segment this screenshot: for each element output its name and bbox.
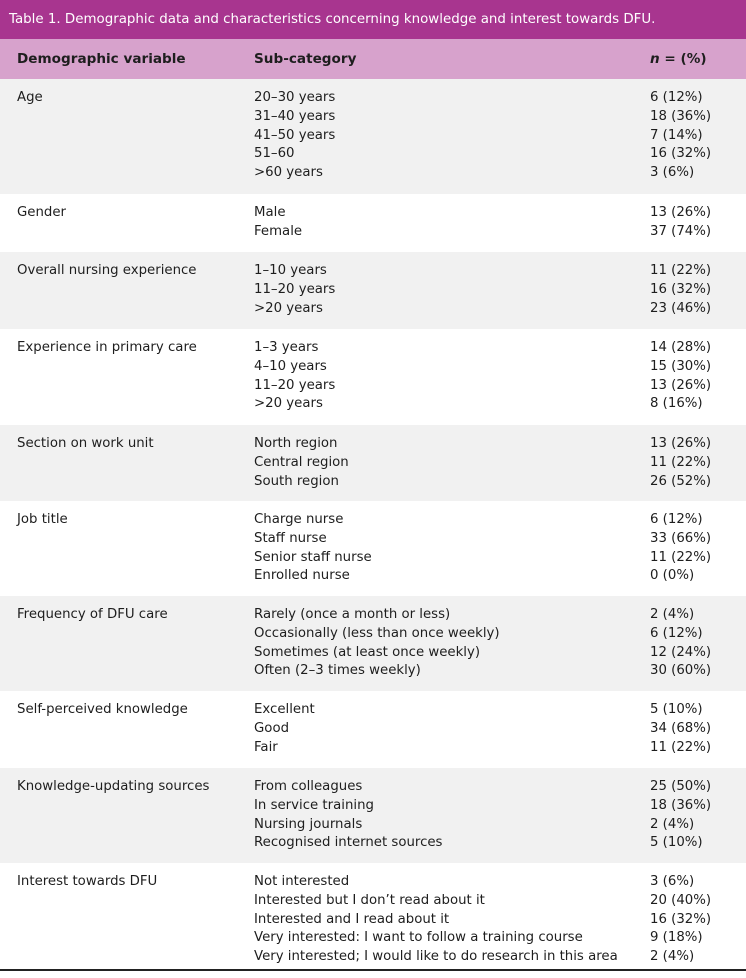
value-cell: 16 (32%): [650, 911, 712, 927]
sub-category-cell: Female: [254, 223, 303, 239]
table-row: [0, 194, 746, 252]
row-variable-label: Knowledge-updating sources: [17, 779, 210, 794]
value-cell: 5 (10%): [650, 835, 703, 851]
value-cell: 2 (4%): [650, 607, 695, 622]
table-row: [0, 79, 746, 194]
value-cell: 26 (52%): [650, 473, 712, 489]
sub-category-cell: Good: [254, 720, 290, 736]
row-sub-categories: [254, 701, 644, 757]
header-sub-category: Sub-category: [254, 51, 357, 67]
row-variable-label: Self-perceived knowledge: [17, 702, 188, 717]
row-values: [650, 339, 711, 414]
table-row: [0, 425, 746, 501]
header-n-suffix: = (%): [659, 51, 707, 67]
sub-category-cell: Sometimes (at least once weekly): [254, 644, 481, 660]
row-values: [650, 89, 711, 183]
row-values: [650, 435, 711, 491]
row-sub-categories: [254, 511, 644, 586]
value-cell: 2 (4%): [650, 949, 695, 965]
row-values: [650, 204, 711, 242]
sub-category-cell: >20 years: [254, 396, 323, 412]
value-cell: 0 (0%): [650, 568, 695, 584]
row-values: [650, 701, 711, 757]
table-body: [0, 79, 746, 977]
sub-category-cell: 31–40 years: [254, 108, 336, 124]
sub-category-cell: 1–10 years: [254, 263, 327, 278]
value-cell: 16 (32%): [650, 281, 712, 297]
sub-category-cell: Charge nurse: [254, 512, 344, 527]
value-cell: 11 (22%): [650, 454, 712, 470]
row-sub-categories: [254, 873, 644, 967]
header-demographic-variable: Demographic variable: [17, 51, 186, 67]
row-values: [650, 262, 711, 318]
value-cell: 8 (16%): [650, 396, 703, 412]
sub-category-cell: 1–3 years: [254, 340, 319, 355]
sub-category-cell: Rarely (once a month or less): [254, 607, 451, 622]
row-sub-categories: [254, 339, 644, 414]
sub-category-cell: >60 years: [254, 165, 323, 181]
value-cell: 11 (22%): [650, 263, 712, 278]
table-row: [0, 863, 746, 977]
value-cell: 33 (66%): [650, 530, 712, 546]
table-row: [0, 329, 746, 425]
table-caption: Table 1. Demographic data and characteristics concerning knowledge and interest towards DFU.: [0, 0, 746, 39]
sub-category-cell: Interested but I don’t read about it: [254, 892, 485, 908]
row-sub-categories: [254, 89, 644, 183]
value-cell: 23 (46%): [650, 300, 712, 316]
value-cell: 3 (6%): [650, 165, 695, 181]
row-variable-label: Job title: [17, 512, 68, 527]
sub-category-cell: Nursing journals: [254, 816, 363, 832]
sub-category-cell: South region: [254, 473, 339, 489]
sub-category-cell: Occasionally (less than once weekly): [254, 625, 500, 641]
value-cell: 18 (36%): [650, 108, 712, 124]
table-row: [0, 691, 746, 768]
value-cell: 6 (12%): [650, 90, 703, 105]
sub-category-cell: 11–20 years: [254, 377, 336, 393]
value-cell: 6 (12%): [650, 512, 703, 527]
value-cell: 13 (26%): [650, 205, 712, 220]
row-sub-categories: [254, 778, 644, 853]
sub-category-cell: Very interested: I want to follow a training course: [254, 930, 583, 946]
row-values: [650, 778, 711, 853]
value-cell: 5 (10%): [650, 702, 703, 717]
value-cell: 3 (6%): [650, 874, 695, 889]
sub-category-cell: Male: [254, 205, 286, 220]
row-variable-label: Gender: [17, 205, 66, 220]
value-cell: 11 (22%): [650, 739, 712, 755]
value-cell: 25 (50%): [650, 779, 712, 794]
value-cell: 13 (26%): [650, 377, 712, 393]
row-values: [650, 511, 711, 586]
sub-category-cell: 51–60: [254, 146, 295, 162]
row-variable-label: Frequency of DFU care: [17, 607, 168, 622]
sub-category-cell: 20–30 years: [254, 90, 336, 105]
row-sub-categories: [254, 435, 644, 491]
sub-category-cell: Central region: [254, 454, 349, 470]
sub-category-cell: Very interested; I would like to do research in this area: [254, 949, 618, 965]
table-row: [0, 768, 746, 863]
value-cell: 15 (30%): [650, 358, 712, 374]
sub-category-cell: Fair: [254, 739, 278, 755]
value-cell: 14 (28%): [650, 340, 712, 355]
value-cell: 11 (22%): [650, 549, 712, 565]
sub-category-cell: Staff nurse: [254, 530, 327, 546]
row-variable-label: Age: [17, 90, 43, 105]
value-cell: 12 (24%): [650, 644, 712, 660]
header-n-percent: [650, 51, 707, 67]
value-cell: 37 (74%): [650, 223, 712, 239]
row-sub-categories: [254, 606, 644, 681]
value-cell: 30 (60%): [650, 663, 712, 679]
value-cell: 34 (68%): [650, 720, 712, 736]
row-variable-label: Experience in primary care: [17, 340, 197, 355]
sub-category-cell: 41–50 years: [254, 127, 336, 143]
sub-category-cell: Senior staff nurse: [254, 549, 372, 565]
value-cell: 7 (14%): [650, 127, 703, 143]
sub-category-cell: North region: [254, 436, 338, 451]
sub-category-cell: Interested and I read about it: [254, 911, 450, 927]
row-sub-categories: [254, 262, 644, 318]
sub-category-cell: Not interested: [254, 874, 350, 889]
sub-category-cell: In service training: [254, 797, 374, 813]
table-row: [0, 252, 746, 329]
sub-category-cell: >20 years: [254, 300, 323, 316]
table-row: [0, 596, 746, 691]
value-cell: 9 (18%): [650, 930, 703, 946]
row-values: [650, 873, 711, 967]
value-cell: 6 (12%): [650, 625, 703, 641]
row-sub-categories: [254, 204, 644, 242]
value-cell: 2 (4%): [650, 816, 695, 832]
header-n-symbol: n: [650, 51, 660, 67]
sub-category-cell: 11–20 years: [254, 281, 336, 297]
sub-category-cell: Enrolled nurse: [254, 568, 350, 584]
sub-category-cell: 4–10 years: [254, 358, 327, 374]
sub-category-cell: Often (2–3 times weekly): [254, 663, 421, 679]
value-cell: 18 (36%): [650, 797, 712, 813]
row-variable-label: Section on work unit: [17, 436, 154, 451]
value-cell: 13 (26%): [650, 436, 712, 451]
value-cell: 16 (32%): [650, 146, 712, 162]
row-values: [650, 606, 711, 681]
table-row: [0, 501, 746, 596]
sub-category-cell: From colleagues: [254, 779, 363, 794]
sub-category-cell: Recognised internet sources: [254, 835, 443, 851]
sub-category-cell: Excellent: [254, 702, 315, 717]
row-variable-label: Interest towards DFU: [17, 874, 158, 889]
table-header-row: [0, 39, 746, 79]
row-variable-label: Overall nursing experience: [17, 263, 197, 278]
table-bottom-rule: [0, 969, 746, 971]
value-cell: 20 (40%): [650, 892, 712, 908]
